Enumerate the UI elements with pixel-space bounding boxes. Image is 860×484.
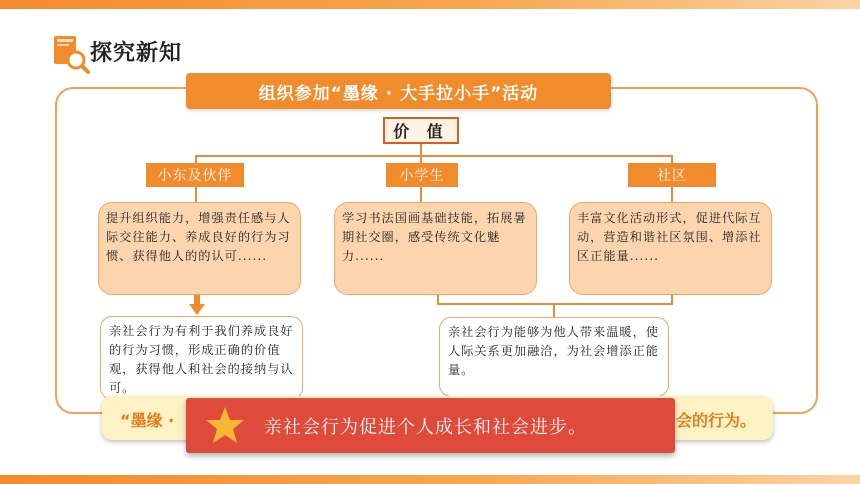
connector-line [553, 303, 555, 317]
activity-banner: 组织参加“墨缘 · 大手拉小手”活动 [186, 73, 611, 109]
bottom-accent-bar [0, 475, 860, 484]
conclusion-note-personal: 亲社会行为有利于我们养成良好的行为习惯，形成正确的价值观，获得他人和社会的接纳与认可。 [100, 316, 303, 400]
category-label-partners: 小东及伙伴 [146, 163, 244, 187]
section-title: 探究新知 [90, 41, 183, 66]
conclusion-note-society: 亲社会行为能够为他人带来温暖，使人际关系更加融洽，为社会增添正能量。 [439, 317, 669, 397]
conclusion-text: 亲社会行为促进个人成长和社会进步。 [264, 417, 587, 438]
summary-left-fragment: “墨缘 · [120, 411, 175, 430]
star-icon [205, 405, 245, 445]
connector-line [671, 187, 673, 203]
book-search-icon [52, 34, 90, 74]
connector-line [671, 295, 673, 304]
benefit-card-community: 丰富文化活动形式，促进代际互动，营造和谐社区氛围、增添社区正能量...... [569, 202, 772, 295]
value-label: 价 值 [383, 117, 459, 144]
category-label-students: 小学生 [386, 163, 458, 187]
connector-line [437, 303, 673, 305]
top-accent-bar [0, 0, 860, 9]
benefit-card-students: 学习书法国画基础技能，拓展暑期社交圈，感受传统文化魅力...... [334, 202, 537, 295]
category-label-community: 社区 [628, 163, 716, 187]
summary-right-fragment: 会的行为。 [676, 411, 757, 430]
connector-line [420, 187, 422, 203]
arrow-down-icon [189, 295, 205, 315]
benefit-card-partners: 提升组织能力，增强责任感与人际交往能力、养成良好的行为习惯、获得他人的的认可...... [98, 202, 301, 295]
connector-line [195, 155, 673, 157]
connector-line [195, 187, 197, 203]
